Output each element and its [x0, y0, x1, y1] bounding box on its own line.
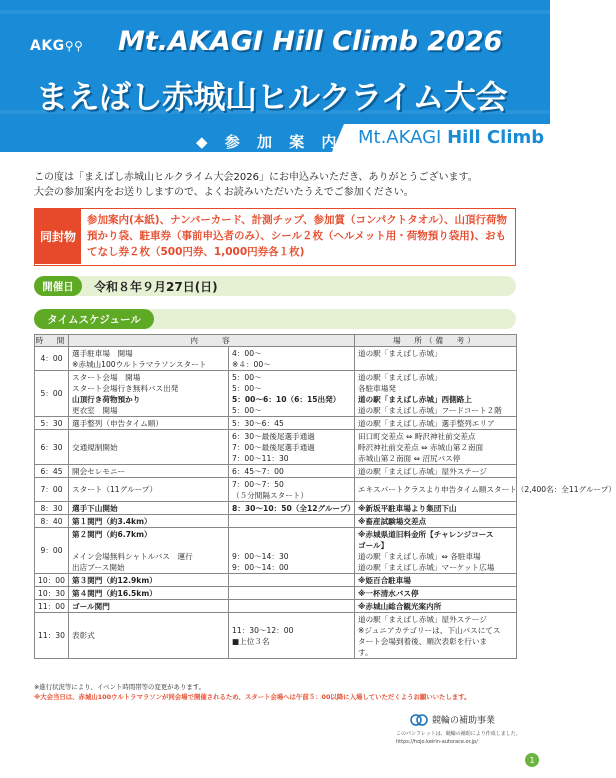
schedule-item-cell — [69, 600, 229, 613]
sponsor-note-1: このパンフレットは、競輪の補助により作成しました。 — [396, 731, 521, 737]
schedule-timespan — [232, 529, 351, 540]
sponsor-name: 競輪の補助事業 — [432, 716, 496, 726]
schedule-row — [35, 478, 517, 502]
schedule-time: 6：30 — [35, 430, 69, 465]
enclosure-contents: 参加案内(本紙)、ナンバーカード、計測チップ、参加賞（コンパクトタオル）、山頂行荷物預かり袋、駐車券（事前申込者のみ）、シール２枚（ヘルメット用・荷物預り袋用)、おもてなし券２枚（500円券、1,000円券各１枚) — [87, 214, 508, 258]
schedule-place-cell — [355, 574, 517, 587]
event-logo: AKG⚲⚲ — [30, 38, 84, 54]
schedule-place: 赤城山第２南面 ⇔ 沼尻バス停 — [358, 453, 461, 463]
schedule-timespan-cell — [229, 613, 355, 659]
schedule-place-cell — [355, 371, 517, 417]
schedule-time: 6：45 — [35, 465, 69, 478]
schedule-item: 出店ブース開始 — [72, 562, 125, 572]
schedule-place: 道の駅「まえばし赤城」フードコート２階 — [358, 405, 502, 415]
schedule-timespan-cell — [229, 347, 355, 371]
schedule-timespan: 7：00〜最後尾選手通過 — [232, 442, 315, 452]
event-date-value: 令和８年９月27日(日) — [94, 280, 218, 294]
schedule-time: 5：00 — [35, 371, 69, 417]
schedule-item-cell — [69, 587, 229, 600]
schedule-timespan: 7：00〜7：50 — [232, 479, 284, 489]
bicycle-icon: ⚲⚲ — [64, 39, 84, 53]
schedule-place-cell — [355, 515, 517, 528]
schedule-item: 第２関門（約6.7km） — [72, 529, 152, 539]
schedule-timespan-cell — [229, 600, 355, 613]
schedule-timespan: 5：00〜 — [232, 383, 262, 393]
guide-banner-label: ◆ 参 加 案 内 ◆ — [196, 133, 372, 151]
event-date-bar — [34, 276, 516, 296]
schedule-place: 道の駅「まえばし赤城」 — [358, 348, 442, 358]
schedule-timespan-cell — [229, 574, 355, 587]
schedule-timespan: ※４：00〜 — [232, 359, 271, 369]
schedule-timespan: 5：00〜6：10（6：15出発） — [232, 394, 341, 404]
intro-line-2: 大会の参加案内をお送りしますので、よくお読みいただいたうえでご参加ください。 — [34, 187, 414, 198]
schedule-place-cell — [355, 417, 517, 430]
schedule-timespan — [232, 540, 351, 551]
schedule-place-cell — [355, 478, 616, 502]
schedule-timespan-cell — [229, 528, 355, 574]
schedule-timespan — [232, 516, 351, 527]
enclosure-box — [34, 208, 516, 266]
schedule-time: 11：00 — [35, 600, 69, 613]
schedule-place — [358, 359, 513, 370]
schedule-place: タート会場到着後、順次表彰を行いま — [358, 636, 488, 646]
schedule-time: 7：00 — [35, 478, 69, 502]
schedule-item-cell — [69, 371, 229, 417]
schedule-timespan-cell — [229, 502, 355, 515]
intro-line-1: この度は「まえばし赤城山ヒルクライム大会2026」にお申込みいただき、ありがとうございます。 — [34, 172, 478, 183]
header-place: 場 所（備 考） — [355, 335, 517, 347]
schedule-place-cell — [355, 347, 517, 371]
schedule-item: 第１関門（約3.4km） — [72, 516, 152, 526]
schedule-place: 道の駅「まえばし赤城」⇔ 各駐車場 — [358, 551, 481, 561]
schedule-item-cell — [69, 502, 229, 515]
schedule-time: 8：30 — [35, 502, 69, 515]
schedule-place-cell — [355, 587, 517, 600]
schedule-place-cell — [355, 528, 517, 574]
schedule-row — [35, 417, 517, 430]
schedule-timespan: 5：00〜 — [232, 372, 262, 382]
schedule-item: スタート会場 開場 — [72, 372, 141, 382]
schedule-timespan — [232, 575, 351, 586]
schedule-timespan-cell — [229, 478, 355, 502]
schedule-timespan-cell — [229, 430, 355, 465]
intro-text — [34, 170, 478, 200]
schedule-item-cell — [69, 347, 229, 371]
schedule-table — [34, 334, 616, 659]
schedule-place: 各駐車場発 — [358, 383, 396, 393]
schedule-place: ※姫百合駐車場 — [358, 575, 411, 585]
schedule-time: 4：00 — [35, 347, 69, 371]
schedule-item: ゴール関門 — [72, 601, 110, 611]
schedule-item: 選手整列（申告タイム順） — [72, 418, 163, 428]
schedule-item-cell — [69, 430, 229, 465]
schedule-header-row — [35, 335, 517, 347]
schedule-item: 第３関門（約12.9km） — [72, 575, 157, 585]
schedule-timespan: ■上位３名 — [232, 636, 270, 646]
schedule-place-cell — [355, 600, 517, 613]
schedule-timespan-cell — [229, 417, 355, 430]
schedule-item: 更衣室 開場 — [72, 405, 118, 415]
footnotes — [34, 682, 470, 702]
header-banner — [0, 0, 550, 152]
schedule-row — [35, 502, 517, 515]
schedule-place: 道の駅「まえばし赤城」屋外ステージ — [358, 614, 487, 624]
schedule-item-cell — [69, 417, 229, 430]
schedule-timespan: 9：00〜14：30 — [232, 551, 289, 561]
schedule-item — [72, 540, 225, 551]
schedule-timespan — [232, 588, 351, 599]
schedule-item-cell — [69, 465, 229, 478]
schedule-item: 第４関門（約16.5km） — [72, 588, 157, 598]
schedule-place: す。 — [358, 647, 373, 657]
enclosure-label: 同封物 — [35, 209, 81, 264]
schedule-timespan-cell — [229, 465, 355, 478]
schedule-row — [35, 371, 517, 417]
schedule-place: 道の駅「まえばし赤城」屋外ステージ — [358, 466, 487, 476]
schedule-place: エキスパートクラスより申告タイム順スタート（2,400名：全11グループ） — [358, 485, 616, 494]
schedule-timespan: 7：00〜11：30 — [232, 453, 289, 463]
schedule-row — [35, 465, 517, 478]
schedule-timespan-cell — [229, 515, 355, 528]
schedule-time: 11：30 — [35, 613, 69, 659]
schedule-timespan: 5：30〜6：45 — [232, 418, 284, 428]
schedule-item: 開会セレモニー — [72, 466, 126, 476]
schedule-time: 8：40 — [35, 515, 69, 528]
schedule-timespan-cell — [229, 587, 355, 600]
event-date-label: 開催日 — [34, 276, 82, 296]
schedule-item: メイン会場無料シャトルバス 運行 — [72, 551, 193, 561]
schedule-time: 10：00 — [35, 574, 69, 587]
schedule-item-cell — [69, 515, 229, 528]
schedule-place: ゴール】 — [358, 540, 389, 550]
schedule-place: 道の駅「まえばし赤城」 — [358, 372, 442, 382]
schedule-item: 交通規制開始 — [72, 442, 118, 452]
schedule-timespan: 9：00〜14：00 — [232, 562, 289, 572]
footnote-1: ※進行状況等により、イベント時間帯等の変更があります。 — [34, 683, 205, 691]
schedule-time: 9：00 — [35, 528, 69, 574]
schedule-timespan-cell — [229, 371, 355, 417]
schedule-timespan: （５分間隔スタート） — [232, 490, 308, 500]
schedule-item-cell — [69, 574, 229, 587]
schedule-place: 田口町交差点 ⇔ 畤沢神社前交差点 — [358, 431, 476, 441]
schedule-item-cell — [69, 478, 229, 502]
schedule-row — [35, 528, 517, 574]
schedule-place-cell — [355, 613, 517, 659]
schedule-row — [35, 430, 517, 465]
schedule-item: 選手下山開始 — [72, 503, 118, 513]
schedule-time: 5：30 — [35, 417, 69, 430]
schedule-item: 山頂行き荷物預かり — [72, 394, 141, 404]
schedule-item: スタート（11グループ） — [72, 485, 158, 494]
schedule-row — [35, 574, 517, 587]
schedule-timespan — [232, 601, 351, 612]
schedule-place: 道の駅「まえばし赤城」選手整列エリア — [358, 418, 495, 428]
sponsor-note — [396, 730, 521, 746]
keirin-logo-icon — [410, 710, 428, 728]
schedule-timespan: 8：30〜10：50（全12グループ） — [232, 503, 355, 513]
schedule-label: タイムスケジュール — [34, 309, 154, 329]
page-number: 1 — [525, 753, 539, 767]
title-english: Mt.AKAGI Hill Climb 2026 — [118, 26, 503, 57]
guide-banner-english: Mt.AKAGI Hill Climb — [358, 127, 545, 148]
schedule-timespan: 6：30〜最後尾選手通過 — [232, 431, 315, 441]
schedule-item-cell — [69, 613, 229, 659]
schedule-item: スタート会場行き無料バス出発 — [72, 383, 179, 393]
schedule-row — [35, 600, 517, 613]
sponsor-url: https://hojo.keirin-autorace.or.jp/ — [396, 739, 478, 745]
schedule-timespan: 11：30〜12：00 — [232, 625, 294, 635]
sponsor-block — [396, 710, 526, 752]
schedule-place-cell — [355, 465, 517, 478]
schedule-timespan: 6：45〜7：00 — [232, 466, 284, 476]
schedule-timespan: 4：00〜 — [232, 348, 262, 358]
title-japanese: まえばし赤城山ヒルクライム大会 — [36, 78, 507, 116]
schedule-row — [35, 587, 517, 600]
schedule-row — [35, 347, 517, 371]
schedule-row — [35, 613, 517, 659]
schedule-place: ※赤城県道旧料金所【チャレンジコース — [358, 529, 494, 539]
schedule-place: 道の駅「まえばし赤城」西側路上 — [358, 394, 472, 404]
schedule-item: 表彰式 — [72, 631, 95, 640]
schedule-place-cell — [355, 502, 517, 515]
schedule-time: 10：30 — [35, 587, 69, 600]
schedule-place-cell — [355, 430, 517, 465]
schedule-item-cell — [69, 528, 229, 574]
schedule-place: ※赤城山総合観光案内所 — [358, 601, 442, 611]
header-time: 時 間 — [35, 336, 68, 345]
schedule-row — [35, 515, 517, 528]
footnote-2: ※大会当日は、赤城山100ウルトラマラソンが同会場で開催されるため、スタート会場へは午前５：00以降に入場していただくようお願いいたします。 — [34, 693, 471, 701]
header-content: 内 容 — [69, 335, 355, 347]
schedule-place: ※畜産試験場交差点 — [358, 516, 427, 526]
schedule-place: ※新坂平駐車場より集団下山 — [358, 503, 457, 513]
schedule-place: 畤沢神社前交差点 ⇔ 赤城山第２南面 — [358, 442, 484, 452]
schedule-item: ※赤城山100ウルトラマラソンスタート — [72, 359, 207, 369]
schedule-place: ※一杯清水バス停 — [358, 588, 419, 598]
schedule-item: 選手駐車場 開場 — [72, 348, 133, 358]
schedule-timespan: 5：00〜 — [232, 405, 262, 415]
schedule-place: ※ジュニアカテゴリーは、下山バスにてス — [358, 625, 501, 635]
schedule-place: 道の駅「まえばし赤城」マーケット広場 — [358, 562, 495, 572]
schedule-bar — [34, 309, 516, 329]
